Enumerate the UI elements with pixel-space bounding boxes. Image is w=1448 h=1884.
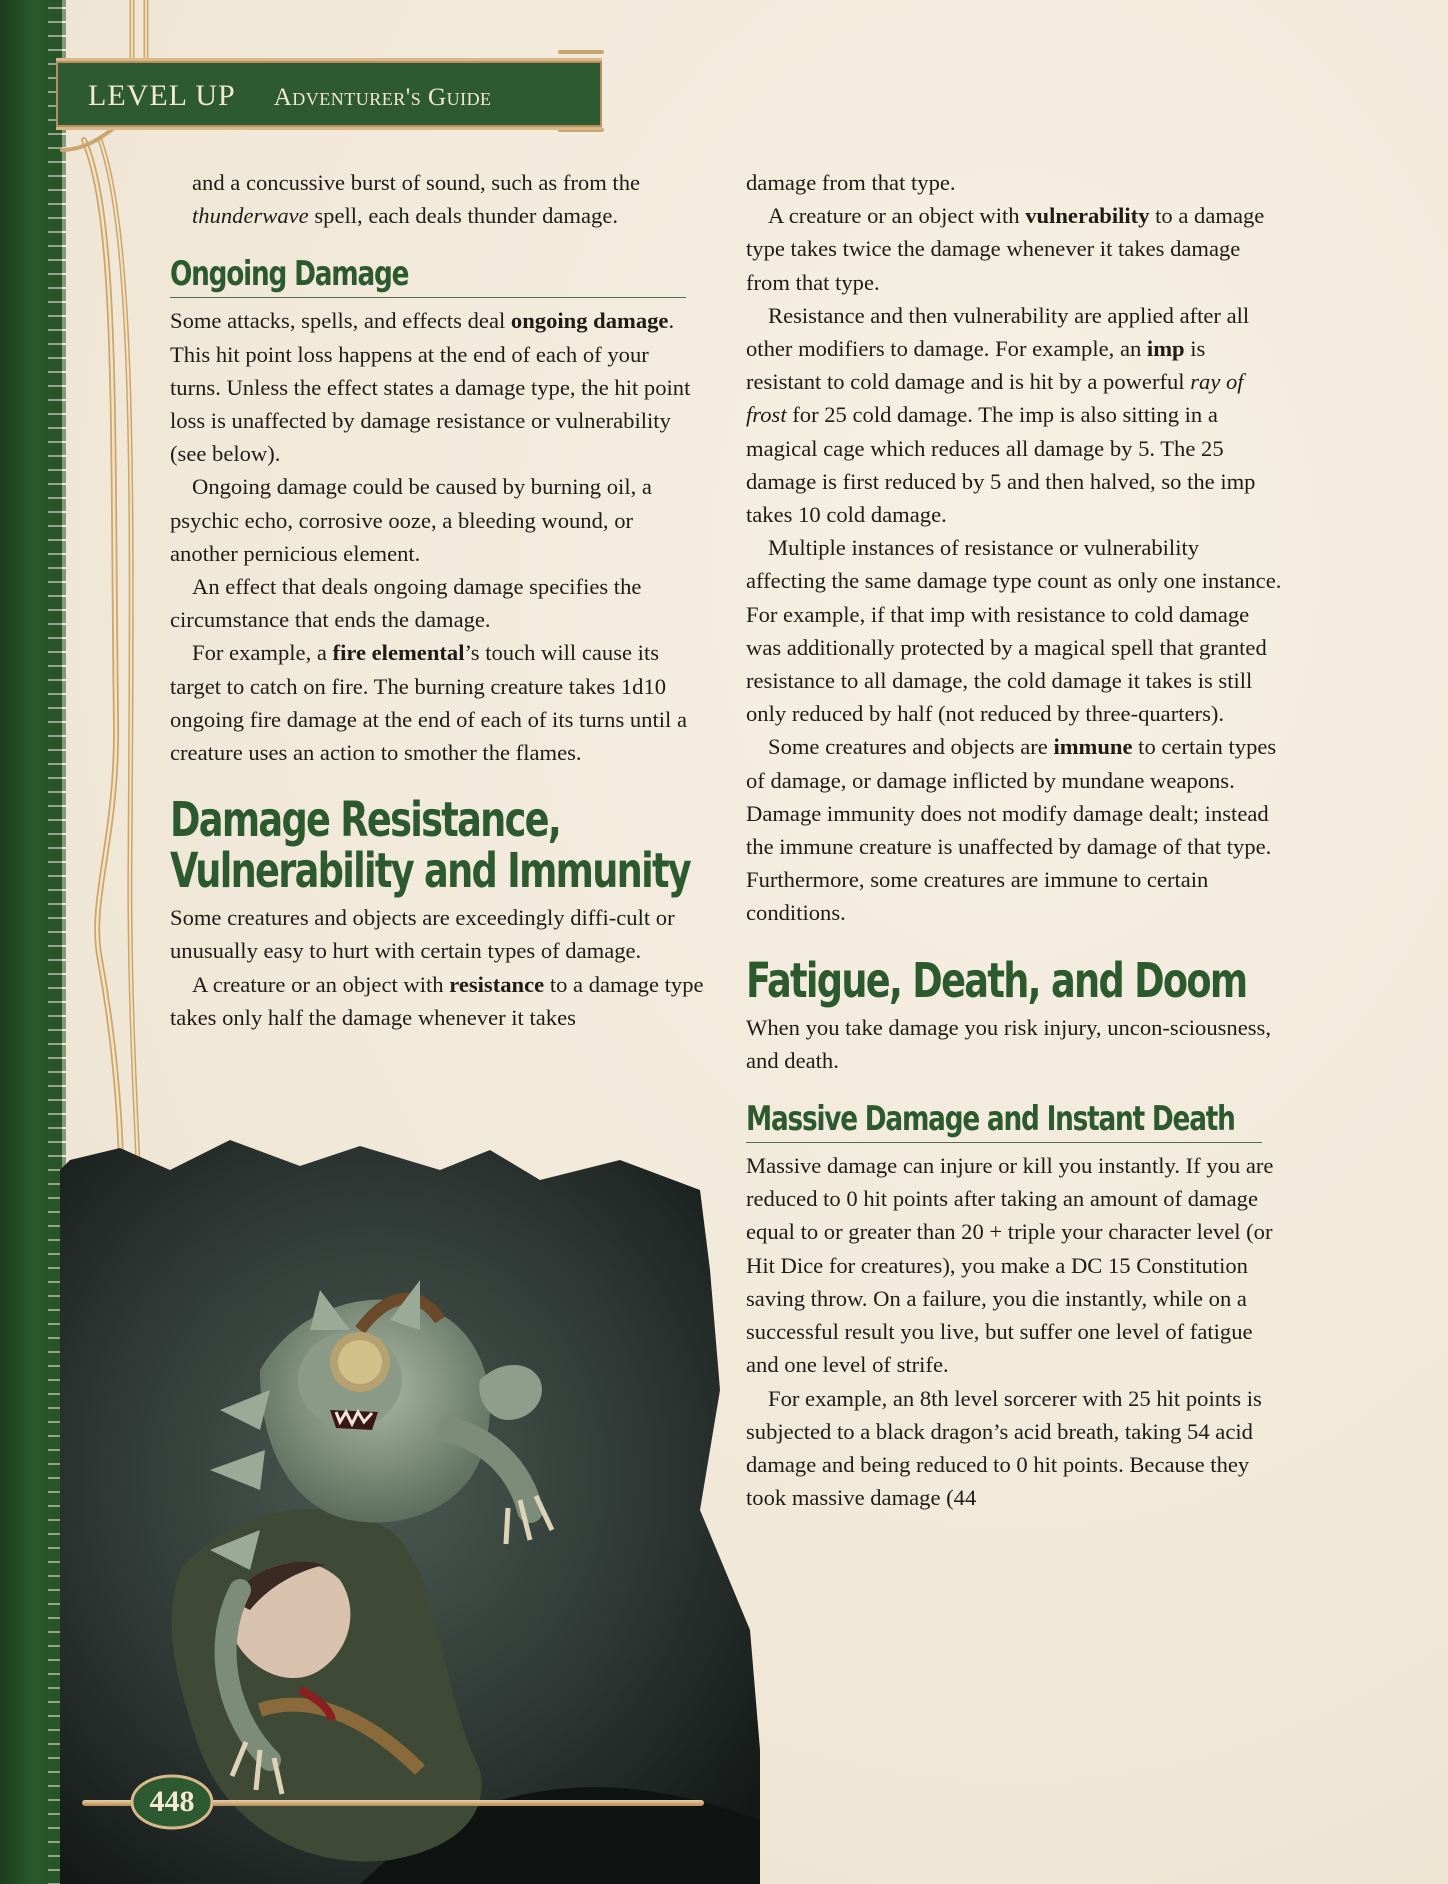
heading-resistance-line-2: Vulnerability and Immunity <box>170 843 691 900</box>
vulnerability-paragraph: A creature or an object with vulnerability to a damage type takes twice the damage whenever it takes damage from that type. <box>746 203 1265 295</box>
heading-massive-damage: Massive Damage and Instant Death <box>746 1099 1262 1143</box>
ongoing-paragraph-1: Some attacks, spells, and effects deal ongoing damage. This hit point loss happens at the end of each of your turns. Unless the effect states a damage type, the hit point loss is unaffected by damage resistance or vulnerability (see below). <box>170 308 691 467</box>
right-column <box>746 166 1283 1514</box>
creature-illustration <box>60 1130 760 1884</box>
left-column <box>170 166 705 1034</box>
fatigue-paragraph: When you take damage you risk injury, uncon-sciousness, and death. <box>746 1014 1271 1073</box>
intro-paragraph: and a concussive burst of sound, such as from the thunderwave spell, each deals thunder damage. <box>192 170 641 229</box>
multiple-instances-paragraph: Multiple instances of resistance or vulnerability affecting the same damage type count as only one instance. For example, if that imp with resistance to cold damage was additionally protected by a magical spell that granted resistance to all damage, the cold damage it takes is still only reduced by half (not reduced by three-quarters). <box>746 535 1282 727</box>
book-subtitle: Adventurer's Guide <box>273 84 492 111</box>
ongoing-damage-body <box>170 304 705 769</box>
header-banner <box>56 58 602 130</box>
massive-paragraph-2: For example, an 8th level sorcerer with 25 hit points is subjected to a black dragon’s acid breath, taking 54 acid damage and being reduced to 0 hit points. Because they took massive damage (44 <box>746 1385 1262 1511</box>
heading-fatigue-death-doom: Fatigue, Death, and Doom <box>746 952 1247 1009</box>
heading-resistance-line-1: Damage Resistance, <box>170 792 561 849</box>
heading-ongoing-damage: Ongoing Damage <box>170 254 686 298</box>
book-title: LEVEL UP <box>88 79 236 112</box>
resistance-paragraph-1: Some creatures and objects are exceedingly diffi-cult or unusually easy to hurt with certain types of damage. <box>170 905 675 964</box>
ongoing-paragraph-3: An effect that deals ongoing damage specifies the circumstance that ends the damage. <box>170 574 642 633</box>
resistance-paragraph-2: A creature or an object with resistance to a damage type takes only half the damage whenever it takes <box>170 971 704 1030</box>
page-number: 448 <box>149 1785 195 1818</box>
massive-paragraph-1: Massive damage can injure or kill you instantly. If you are reduced to 0 hit points after taking an amount of damage equal to or greater than 20 + triple your character level (or Hit Dice for creatures), you make a DC 15 Constitution saving throw. On a failure, you die instantly, while on a successful result you live, but suffer one level of fatigue and one level of strife. <box>746 1153 1274 1378</box>
ongoing-paragraph-2: Ongoing damage could be caused by burning oil, a psychic echo, corrosive ooze, a bleeding wound, or another pernicious element. <box>170 474 652 566</box>
heading-damage-resistance <box>170 792 707 900</box>
ongoing-paragraph-4: For example, a fire elemental’s touch will cause its target to catch on fire. The burning creature takes 1d10 ongoing fire damage at the end of each of its turns until a creature uses an action to smother the flames. <box>170 640 687 766</box>
continued-paragraph: damage from that type. <box>746 170 956 195</box>
ordering-paragraph: Resistance and then vulnerability are applied after all other modifiers to damage. For example, an imp is resistant to cold damage and is hit by a powerful ray of frost for 25 cold damage. The imp is also sitting in a magical cage which reduces all damage by 5. The 25 damage is first reduced by 5 and then halved, so the imp takes 10 cold damage. <box>746 302 1256 528</box>
immunity-paragraph: Some creatures and objects are immune to certain types of damage, or damage inflicted by mundane weapons. Damage immunity does not modify damage dealt; instead the immune creature is unaffected by damage of that type. Furthermore, some creatures are immune to certain conditions. <box>746 734 1277 926</box>
